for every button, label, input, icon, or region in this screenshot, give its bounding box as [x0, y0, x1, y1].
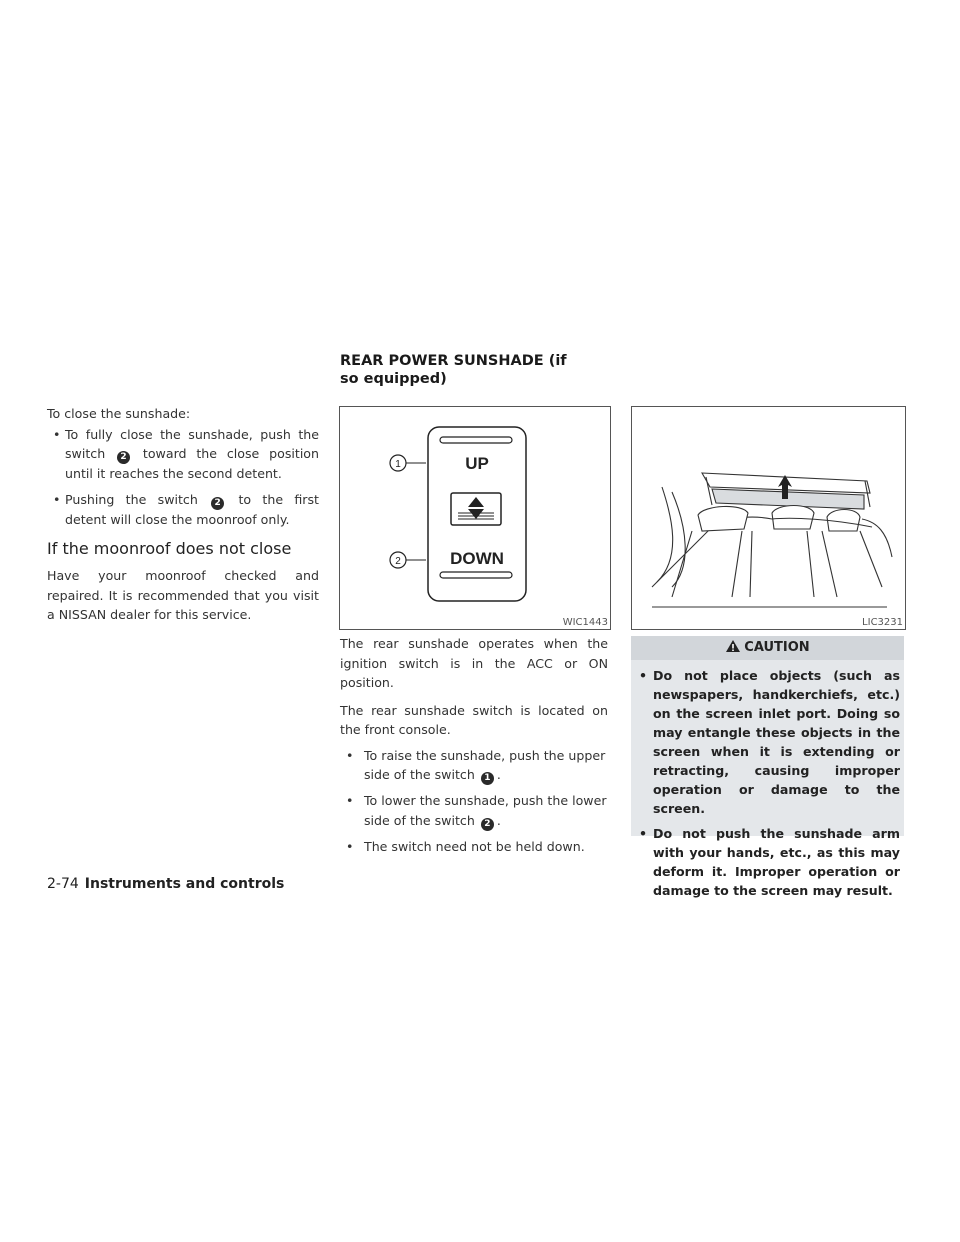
list-item: [47, 425, 319, 484]
figure-rear-sunshade: [631, 406, 906, 630]
chapter-title: Instruments and controls: [84, 876, 285, 892]
intro-text: To close the sunshade:: [47, 406, 191, 421]
bullet-text: Pushing the switch: [65, 491, 198, 507]
bullet-text: .: [496, 767, 501, 782]
caution-item: • Do not push the sunshade arm with your hands, etc., as this may deform it. Improper operation or damage to the screen may result.: [635, 824, 900, 900]
sunshade-switch-icon: [451, 493, 501, 525]
callout-number: 2: [211, 497, 224, 510]
caution-header: [631, 636, 904, 660]
down-label: DOWN: [450, 549, 504, 568]
list-item: [340, 791, 608, 831]
figure-switch: [339, 406, 611, 630]
column-middle: [340, 634, 608, 856]
page-number: 2-74: [47, 876, 79, 892]
subheading: If the moonroof does not close: [47, 539, 292, 558]
column-left: [47, 404, 319, 625]
figure-code: LIC3231: [862, 617, 903, 628]
bullet-text: to the first detent will close the moonroof only.: [65, 491, 319, 527]
callout-number: 2: [117, 451, 130, 464]
bullet-text: To fully close the sunshade, push the switch: [65, 426, 319, 461]
caution-item: • Do not place objects (such as newspapers, handkerchiefs, etc.) on the screen inlet port. Doing so may entangle these objects in the screen when it is extending or retracting, causing improper operation or damage to the screen.: [635, 666, 900, 818]
section-title: REAR POWER SUNSHADE (if so equipped): [340, 353, 567, 387]
rear-seat-sunshade-illustration: [632, 407, 905, 629]
page-footer: [47, 876, 284, 892]
bullet-text: .: [496, 812, 501, 828]
bullet-text: To raise the sunshade, push the upper side of the switch: [364, 747, 606, 782]
callout-number: 2: [481, 818, 494, 831]
bullet-text: To lower the sunshade, push the lower side of the switch: [364, 793, 607, 828]
callout-2: 2: [395, 556, 401, 567]
paragraph: The rear sunshade operates when the ignition switch is in the ACC or ON position.: [340, 636, 608, 690]
figure-code: WIC1443: [562, 617, 608, 628]
warning-icon: [725, 639, 741, 653]
caution-title: CAUTION: [744, 640, 810, 655]
list-item: [340, 746, 608, 786]
callout-1: 1: [395, 459, 401, 470]
callout-number: 1: [481, 772, 494, 785]
switch-illustration: [340, 407, 610, 629]
list-item: • The switch need not be held down.: [340, 837, 608, 857]
list-item: [47, 490, 319, 530]
paragraph: Have your moonroof checked and repaired. It is recommended that you visit a NISSAN dealer for this service.: [47, 568, 319, 622]
up-label: UP: [465, 454, 489, 473]
bullet-text: toward the close position until it reaches the second detent.: [65, 446, 319, 481]
caution-box: [631, 636, 904, 898]
paragraph: The rear sunshade switch is located on the front console.: [340, 702, 608, 737]
